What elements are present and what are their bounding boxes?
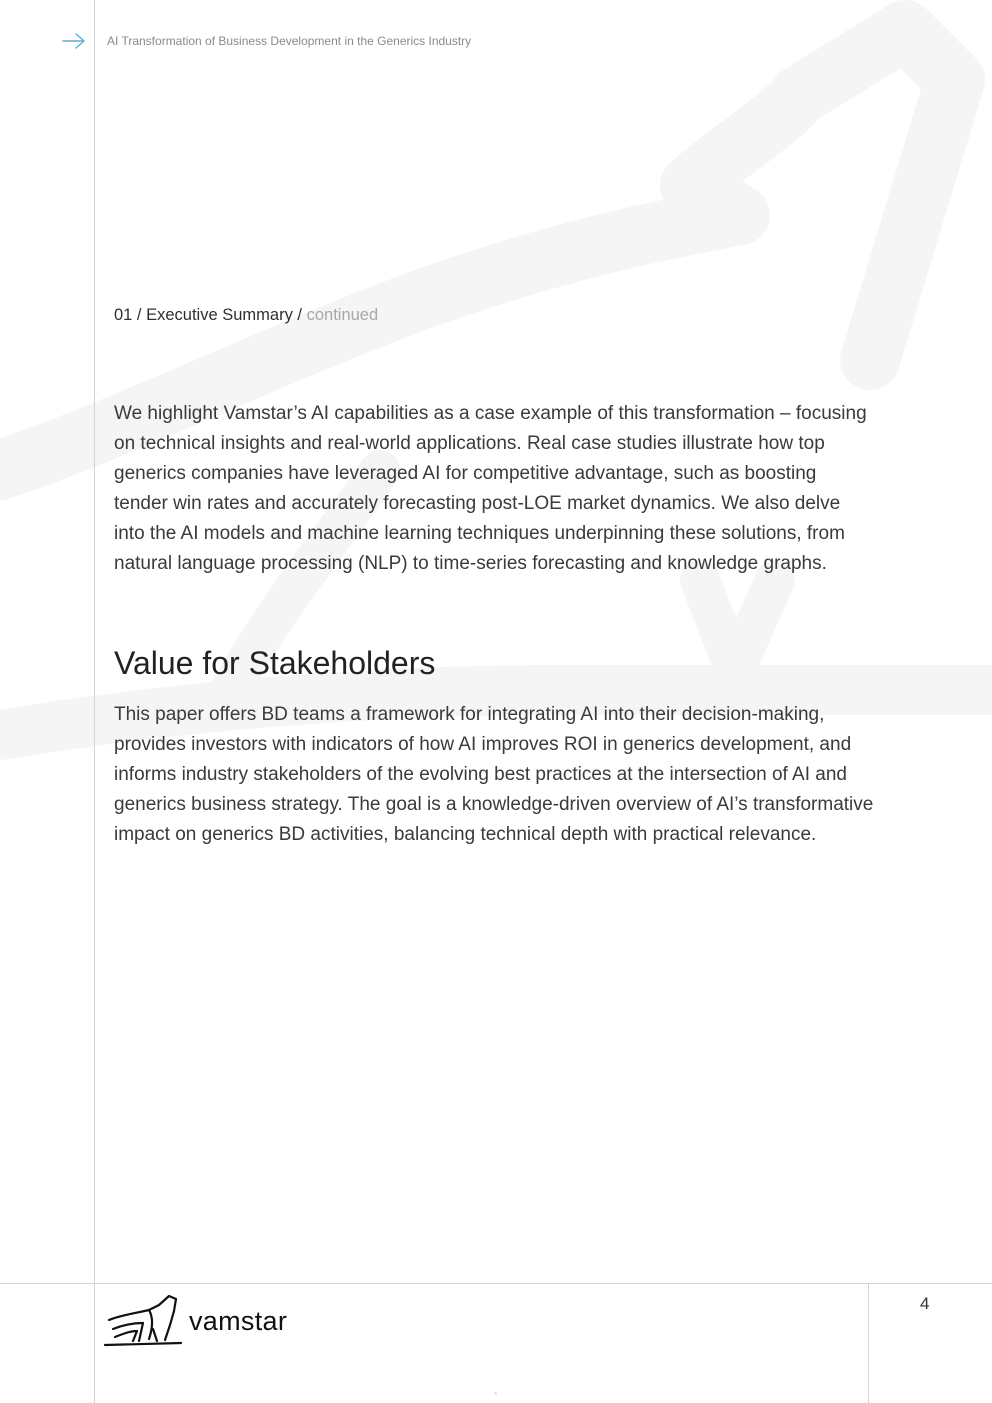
left-margin-rule xyxy=(94,0,95,1403)
vamstar-logo xyxy=(103,1293,308,1353)
footer-divider xyxy=(868,1283,869,1403)
footer-dot xyxy=(494,1392,497,1395)
section-heading: Value for Stakeholders xyxy=(114,645,436,681)
breadcrumb-status: continued xyxy=(306,306,379,324)
running-header-title: AI Transformation of Business Development in the Generics Industry xyxy=(107,34,472,48)
breadcrumb-section: 01 / Executive Summary / xyxy=(114,306,302,324)
footer-rule xyxy=(0,1283,992,1284)
section-breadcrumb xyxy=(114,306,378,325)
logo-wordmark: vamstar xyxy=(189,1306,288,1336)
stakeholders-paragraph: This paper offers BD teams a framework for integrating AI into their decision-making, provides investors with indicators of how AI improves ROI in generics development, and informs industry stakeholders of the evolving best practices at the intersection of AI and generics business strategy. The goal is a knowledge-driven overview of AI’s transformative impact on generics BD activities, balancing technical depth with practical relevance. xyxy=(114,704,874,845)
page-number: 4 xyxy=(920,1294,930,1313)
arrow-right-icon xyxy=(62,31,86,51)
intro-paragraph: We highlight Vamstar’s AI capabilities as a case example of this transformation – focusing on technical insights and real-world applications. Real case studies illustrate how top generics companies have leveraged AI for competitive advantage, such as boosting tender win rates and accurately forecasting post-LOE market dynamics. We also delve into the AI models and machine learning techniques underpinning these solutions, from natural language processing (NLP) to time-series forecasting and knowledge graphs. xyxy=(114,403,867,574)
wolf-logo-icon xyxy=(103,1293,185,1351)
